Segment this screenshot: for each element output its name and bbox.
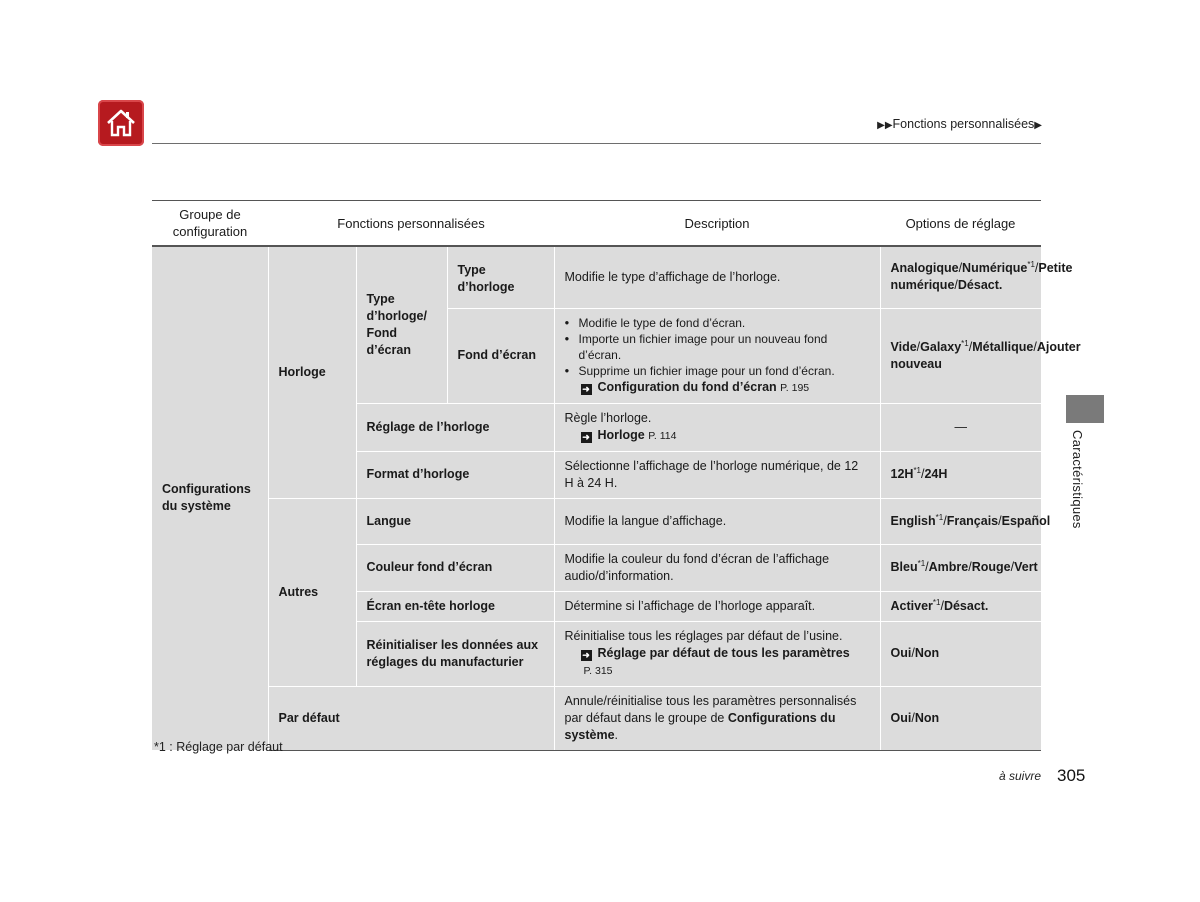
ecran-entete-label: Écran en-tête horloge	[356, 591, 554, 621]
group-cell: Configurations du système	[152, 246, 268, 750]
reglage-horloge-options: —	[880, 403, 1041, 451]
option: 12H	[890, 467, 914, 481]
list-item: ● Importe un fichier image pour un nouveau fond d’écran.	[579, 331, 870, 363]
breadcrumb-end-arrow: ▶	[1034, 120, 1042, 131]
footnote-marker: *1	[932, 597, 941, 607]
table-row	[152, 246, 1041, 308]
option: Métallique	[972, 339, 1034, 354]
option: Ambre	[928, 560, 969, 574]
continued-label: à suivre	[999, 769, 1042, 783]
reference-label: Configuration du fond d’écran	[597, 379, 777, 394]
par-defaut-options	[880, 686, 1041, 750]
type-horloge-label: Type d’horloge	[447, 246, 554, 308]
footnote-marker: *1	[961, 338, 969, 348]
side-tab-label: Caractéristiques	[1070, 430, 1085, 529]
reglage-horloge-label: Réglage de l’horloge	[356, 403, 554, 451]
side-tab-marker[interactable]	[1066, 395, 1104, 423]
option-separator: /	[911, 710, 915, 725]
couleur-options	[880, 544, 1041, 591]
option: Español	[1001, 513, 1051, 528]
option: Activer	[890, 598, 933, 613]
option: Analogique	[890, 261, 959, 276]
reglage-horloge-reference[interactable]	[565, 427, 870, 445]
option: Numérique	[962, 261, 1028, 276]
table-row	[152, 686, 1041, 750]
table-row	[152, 498, 1041, 544]
option: Ajouter nouveau	[890, 339, 1081, 371]
description-text: Réinitialise tous les réglages par défaut de l’usine.	[564, 628, 843, 643]
option: Non	[914, 710, 940, 725]
list-item: ● Modifie le type de fond d’écran.	[579, 315, 870, 331]
header-rule	[152, 143, 1041, 144]
list-item: ● Supprime un fichier image pour un fond d’écran.	[579, 363, 870, 379]
home-button[interactable]	[98, 100, 144, 146]
horloge-cell: Horloge	[268, 246, 356, 498]
langue-description: Modifie la langue d’affichage.	[554, 498, 880, 544]
reference-label: Réglage par défaut de tous les paramètres	[597, 645, 850, 660]
reinit-options	[880, 621, 1041, 686]
option: Désact.	[943, 598, 989, 613]
option-separator: /	[1033, 339, 1037, 354]
type-horloge-options	[880, 246, 1073, 308]
par-defaut-description	[554, 686, 880, 750]
option: Rouge	[971, 560, 1011, 574]
type-horloge-description: Modifie le type d’affichage de l’horloge.	[554, 246, 880, 308]
description-text: Règle l’horloge.	[564, 410, 652, 425]
option-separator: /	[940, 598, 944, 613]
format-horloge-options	[880, 451, 1041, 498]
header-functions: Fonctions personnalisées	[268, 201, 554, 247]
option-separator: /	[968, 560, 972, 574]
footnote-marker: *1	[935, 512, 944, 522]
reference-page: P. 195	[780, 381, 810, 394]
type-horloge-fond-cell: Type d’horloge/ Fond d’écran	[356, 246, 447, 403]
fond-ecran-options	[880, 308, 1081, 403]
reinit-label: Réinitialiser les données aux réglages du manufacturier	[356, 621, 554, 686]
option: 24H	[924, 467, 948, 481]
option: Français	[946, 513, 999, 528]
option-separator: /	[921, 467, 925, 481]
reference-label: Horloge	[597, 427, 645, 442]
reference-arrow-icon: ➜	[582, 649, 590, 660]
reglage-horloge-description	[554, 403, 880, 451]
option: Galaxy	[920, 339, 962, 354]
footnote-marker: *1	[917, 558, 926, 568]
breadcrumb[interactable]	[877, 117, 1042, 131]
ecran-entete-options	[880, 591, 1041, 621]
option: Petite numérique	[890, 261, 1073, 293]
breadcrumb-label: Fonctions personnalisées	[892, 117, 1035, 131]
breadcrumb-arrows: ▶▶	[877, 120, 893, 131]
fond-ecran-bullets	[565, 315, 870, 379]
option: Vert	[1014, 560, 1038, 574]
header-description: Description	[554, 201, 880, 247]
footnote-marker: *1	[1027, 260, 1035, 270]
option-separator: /	[1010, 560, 1015, 574]
option-separator: /	[925, 560, 929, 574]
fond-ecran-reference[interactable]	[565, 379, 870, 397]
option: Désact.	[957, 278, 1003, 293]
option: Oui	[890, 710, 912, 725]
format-horloge-description: Sélectionne l’affichage de l’horloge numérique, de 12 H à 24 H.	[554, 451, 880, 498]
option-separator: /	[943, 513, 947, 528]
reinit-description	[554, 621, 880, 686]
description-text: Annule/réinitialise tous les paramètres personnalisés par défaut dans le groupe de	[564, 693, 857, 725]
option: Non	[914, 646, 940, 660]
autres-cell: Autres	[268, 498, 356, 686]
langue-label: Langue	[356, 498, 554, 544]
page-number: 305	[1057, 766, 1086, 785]
footnote: *1 : Réglage par défaut	[154, 740, 283, 754]
option: Vide	[890, 339, 917, 354]
option-separator: /	[958, 261, 963, 276]
ecran-entete-description: Détermine si l’affichage de l’horloge apparaît.	[554, 591, 880, 621]
reference-arrow-icon: ➜	[582, 383, 590, 394]
home-icon	[104, 106, 138, 140]
reinit-reference[interactable]	[565, 645, 870, 680]
option-separator: /	[954, 278, 958, 293]
option: Bleu	[890, 560, 918, 574]
langue-options	[880, 498, 1051, 544]
option: Oui	[890, 646, 912, 660]
option-separator: /	[968, 339, 973, 354]
header-options: Options de réglage	[880, 201, 1041, 247]
option-separator: /	[916, 339, 921, 354]
header-group: Groupe de configuration	[152, 201, 268, 247]
format-horloge-label: Format d’horloge	[356, 451, 554, 498]
reference-page: P. 114	[648, 429, 677, 442]
table-header-row	[152, 201, 1041, 247]
option-separator: /	[1034, 261, 1039, 276]
option: English	[890, 513, 936, 528]
couleur-label: Couleur fond d’écran	[356, 544, 554, 591]
description-text: .	[614, 727, 619, 742]
reference-page: P. 315	[583, 664, 613, 677]
fond-ecran-label: Fond d’écran	[447, 308, 554, 403]
option-separator: /	[998, 513, 1002, 528]
couleur-description: Modifie la couleur du fond d’écran de l’affichage audio/d’information.	[554, 544, 880, 591]
option-separator: /	[911, 646, 915, 660]
reference-arrow-icon: ➜	[582, 431, 590, 442]
footnote-marker: *1	[913, 465, 921, 475]
description-bold: Configurations du système	[564, 710, 836, 742]
par-defaut-label: Par défaut	[268, 686, 554, 750]
fond-ecran-description	[554, 308, 880, 403]
